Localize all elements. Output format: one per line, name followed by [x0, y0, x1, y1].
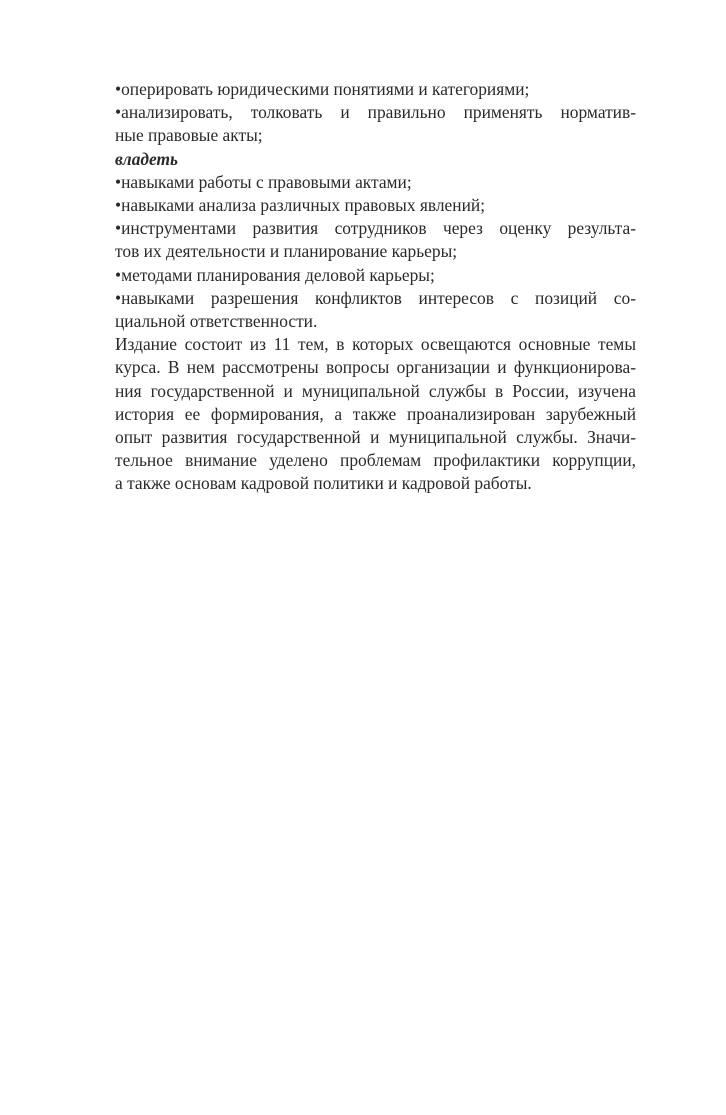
- section-heading: [115, 148, 636, 171]
- list-item: [115, 194, 636, 217]
- list-item: [115, 287, 636, 310]
- bullet-icon: •: [115, 171, 122, 192]
- bullet-icon: •: [115, 264, 122, 285]
- paragraph-line: курса. В нем рассмотрены вопросы организации и функционирова-: [115, 357, 636, 378]
- paragraph-line: опыт развития государственной и муниципальной службы. Значи-: [115, 427, 636, 448]
- bullet-icon: •: [115, 102, 122, 123]
- list-item-text: навыками разрешения конфликтов интересов с позиций со-: [121, 287, 636, 308]
- bullet-icon: •: [115, 218, 122, 239]
- list-item: [115, 264, 636, 287]
- list-item: [115, 78, 636, 101]
- paragraph-line: ния государственной и муниципальной службы в России, изучена: [115, 380, 636, 401]
- list-item-text: навыками работы с правовыми актами;: [121, 171, 412, 192]
- list-item-text: методами планирования деловой карьеры;: [121, 264, 435, 285]
- list-item-continuation: тов их деятельности и планирование карьеры;: [115, 241, 458, 262]
- body-text: [115, 78, 636, 496]
- list-item: [115, 101, 636, 124]
- bullet-icon: •: [115, 79, 122, 99]
- bullet-icon: •: [115, 287, 122, 308]
- paragraph-line: а также основам кадровой политики и кадровой работы.: [115, 473, 532, 494]
- paragraph-text: Издание состоит из 11 тем, в которых освещаются основные темы: [115, 334, 636, 355]
- list-item-continuation: ные правовые акты;: [115, 125, 263, 146]
- list-item: [115, 171, 636, 194]
- heading-text: владеть: [115, 148, 178, 169]
- list-item-text: анализировать, толковать и правильно применять норматив-: [121, 102, 636, 123]
- list-item-text: инструментами развития сотрудников через оценку результа-: [121, 218, 636, 239]
- list-item-continuation: циальной ответственности.: [115, 311, 318, 332]
- paragraph-line: тельное внимание уделено проблемам профилактики коррупции,: [115, 450, 636, 471]
- list-item: [115, 217, 636, 240]
- paragraph-line: история ее формирования, а также проанализирован зарубежный: [115, 403, 636, 424]
- bullet-icon: •: [115, 195, 122, 216]
- list-item-text: навыками анализа различных правовых явлений;: [121, 195, 486, 216]
- list-item-text: оперировать юридическими понятиями и категориями;: [121, 79, 530, 99]
- paragraph-line: [115, 333, 636, 356]
